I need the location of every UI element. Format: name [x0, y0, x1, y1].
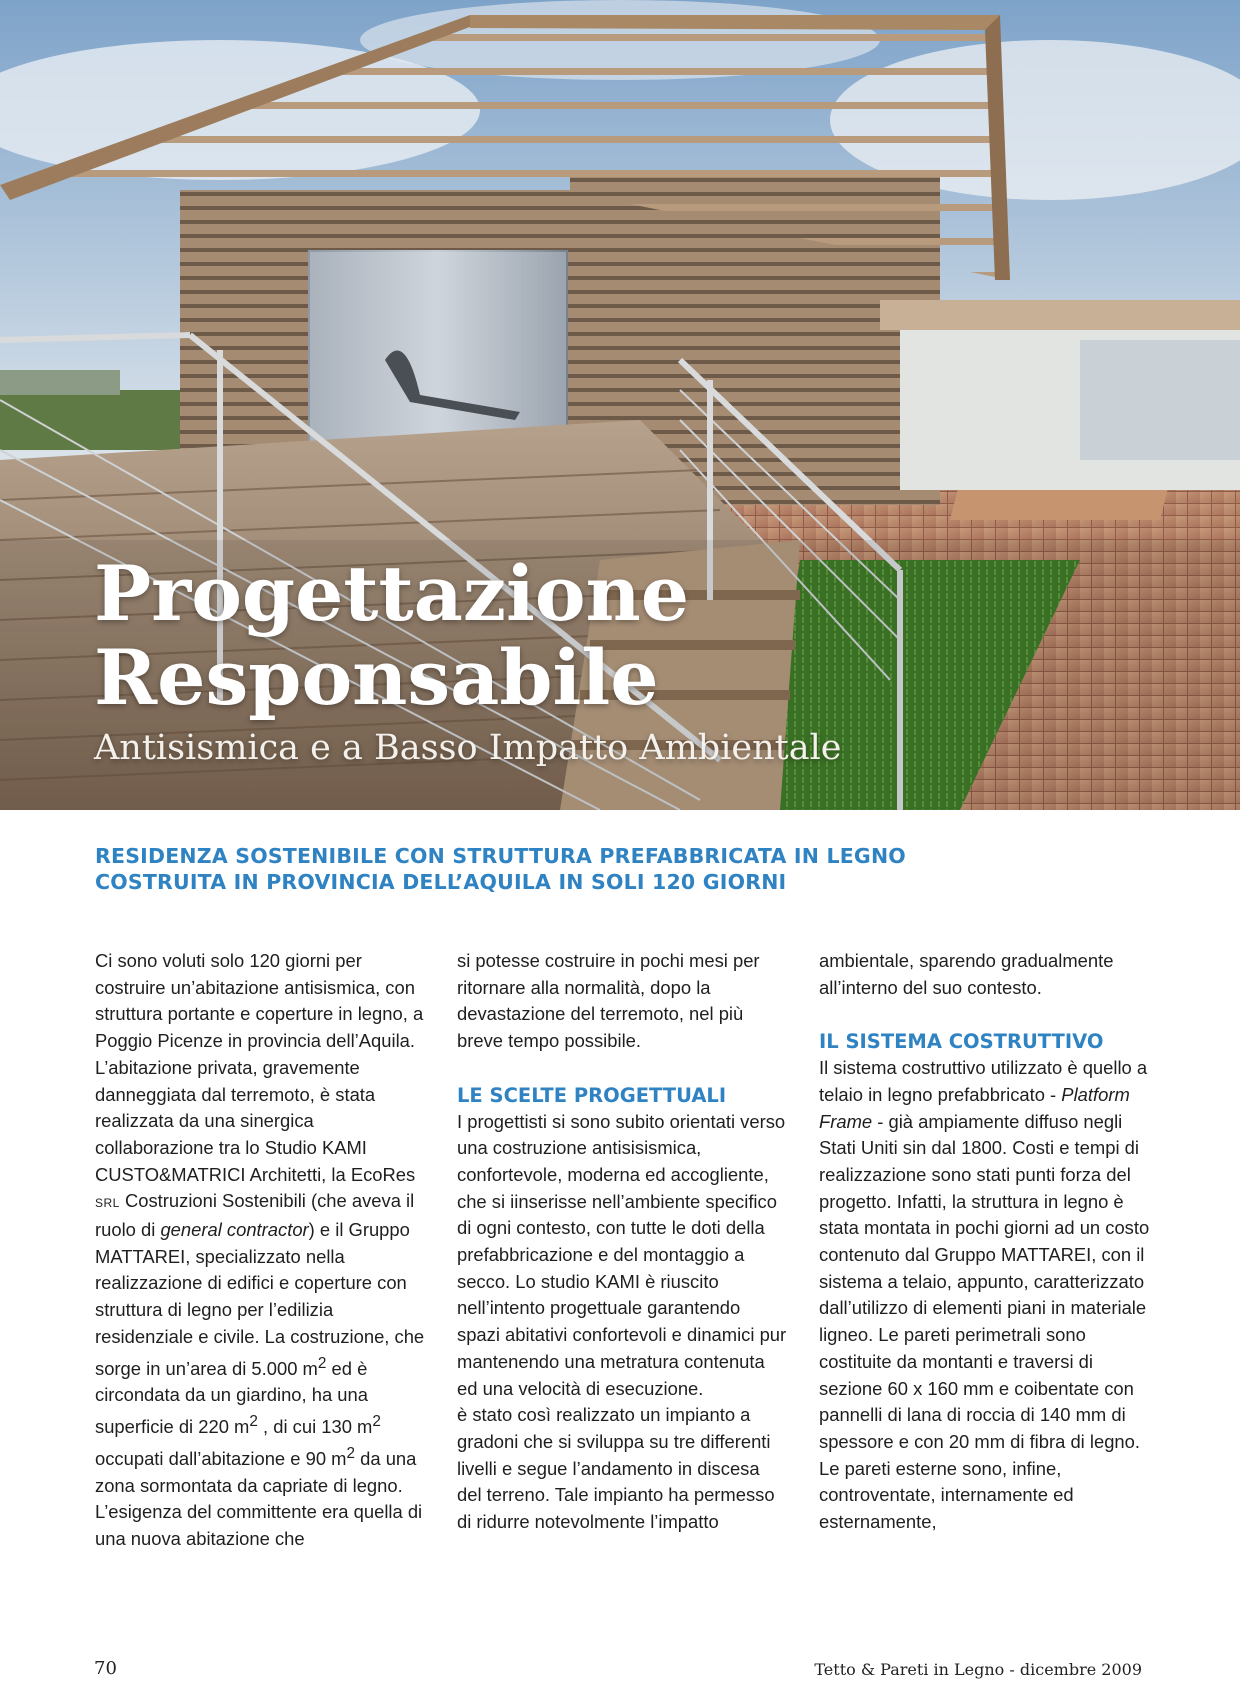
section-heading-sistema-costruttivo: IL SISTEMA COSTRUTTIVO	[819, 1030, 1104, 1054]
text-column-3	[819, 948, 1155, 1536]
column1-text: Costruzioni Sostenibili (che aveva il ruolo di	[95, 1190, 415, 1241]
section-heading-scelte-progettuali: LE SCELTE PROGETTUALI	[457, 1083, 727, 1107]
article-deck	[95, 843, 1155, 895]
paragraph-gap	[457, 1055, 787, 1082]
column1-paragraph-2: L’esigenza del committente era quella di una nuova abitazione che	[95, 1501, 423, 1550]
column1-text: , di cui 130 m	[257, 1416, 373, 1438]
column3-text: - già ampiamente diffuso negli Stati Uniti sin dal 1800. Costi e tempi di realizzazione sono stati punti forza del progetto. Infatti, la struttura in legno è stata montata in pochi giorni ad un costo contenuto dal Gruppo MATTAREI, con il sistema a telaio, appunto, caratterizzato dall’utilizzo di elementi piani in materiale ligneo. Le pareti perimetrali sono costituite da montanti e traversi di sezione 60 x 160 mm e coibentate con pannelli di lana di roccia di 140 mm di spessore e con 20 mm di fibra di legno. Le pareti esterne sono, infine, controventate, internamente ed esternamente,	[819, 1110, 1150, 1533]
deck-line-1: RESIDENZA SOSTENIBILE CON STRUTTURA PREFABBRICATA IN LEGNO	[95, 844, 906, 868]
column3-paragraph-2	[819, 1055, 1155, 1536]
superscript: 2	[346, 1444, 356, 1462]
paragraph-gap	[819, 1001, 1155, 1028]
term-platform-frame: Platform Frame	[819, 1083, 1130, 1132]
company-suffix-srl: SRL	[95, 1196, 120, 1211]
column2-paragraph-1: si potesse costruire in pochi mesi per ritornare alla normalità, dopo la devastazione del terremoto, nel più breve tempo possibile.	[457, 950, 760, 1052]
publication-footer: Tetto & Pareti in Legno - dicembre 2009	[814, 1660, 1142, 1679]
term-general-contractor: general contractor	[160, 1219, 309, 1241]
page-number: 70	[94, 1658, 117, 1679]
column2-paragraph-2: I progettisti si sono subito orientati verso una costruzione antisisismica, confortevole, moderna ed accogliente, che si iinserisse nell’ambiente specifico di ogni contesto, con tutte le doti della prefabbricazione e del montaggio a secco. Lo studio KAMI è riuscito nell’intento progettuale garantendo spazi abitativi confortevoli e dinamici pur mantenendo una metratura contenuta ed una velocità di esecuzione.	[457, 1110, 787, 1399]
column1-text: occupati dall’abitazione e 90 m	[95, 1448, 347, 1470]
superscript: 2	[249, 1413, 258, 1431]
column1-text: da una zona sormontata da capriate di legno.	[95, 1448, 417, 1496]
article-title-block	[94, 549, 842, 770]
hero-photo	[0, 0, 1240, 810]
column3-paragraph-1: ambientale, sparendo gradualmente all’interno del suo contesto.	[819, 950, 1114, 998]
column2-paragraph-3: è stato così realizzato un impianto a gradoni che si sviluppa su tre differenti livelli e segue l’andamento in discesa del terreno. Tale impianto ha permesso di ridurre notevolmente l’impatto	[457, 1404, 775, 1533]
column1-text: Ci sono voluti solo 120 giorni per costruire un’abitazione antisismica, con struttura portante e coperture in legno, a Poggio Picenze in provincia dell’Aquila. L’abitazione privata, gravemente danneggiata dal terremoto, è stata realizzata da una sinergica collaborazione tra lo Studio KAMI CUSTO&MATRICI Architetti, la EcoRes	[95, 950, 424, 1185]
column3-text: Il sistema costruttivo utilizzato è quello a telaio in legno prefabbricato -	[819, 1057, 1148, 1105]
article-title-line-2: Responsabile	[94, 633, 659, 722]
superscript: 2	[317, 1354, 327, 1372]
article-title-line-1: Progettazione	[94, 549, 690, 638]
text-column-2	[457, 948, 787, 1536]
text-column-1	[95, 948, 431, 1553]
superscript: 2	[372, 1413, 381, 1431]
column1-paragraph-1	[95, 948, 431, 1499]
deck-line-2: COSTRUITA IN PROVINCIA DELL’AQUILA IN SOLI 120 GIORNI	[95, 870, 787, 894]
article-subtitle: Antisismica e a Basso Impatto Ambientale	[94, 728, 842, 768]
column1-text: ) e il Gruppo MATTAREI, specializzato nella realizzazione di edifici e coperture con struttura di legno per l’edilizia residenziale e civile. La costruzione, che sorge in un’area di 5.000 m	[95, 1219, 425, 1379]
column1-text: ed è circondata da un giardino, ha una superficie di 220 m	[95, 1357, 368, 1438]
